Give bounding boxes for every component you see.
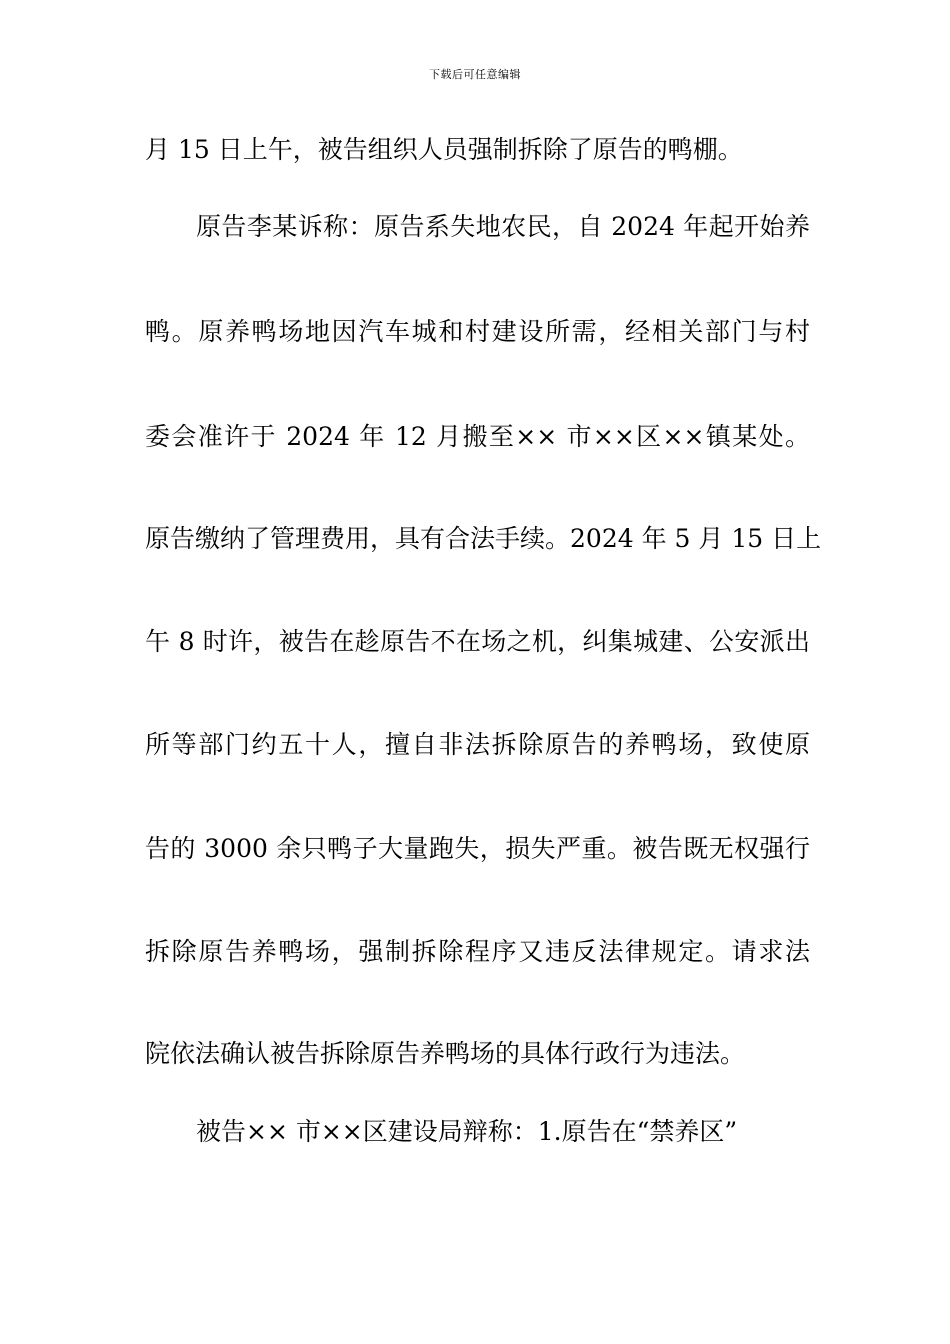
text-line: 所等部门约五十人，擅自非法拆除原告的养鸭场，致使原 bbox=[145, 730, 810, 759]
text-line: 午 8 时许，被告在趁原告不在场之机，纠集城建、公安派出 bbox=[145, 627, 810, 656]
text-line: 被告×× 市××区建设局辩称：1.原告在“禁养区” bbox=[196, 1117, 738, 1146]
text-line: 鸭。原养鸭场地因汽车城和村建设所需，经相关部门与村 bbox=[145, 317, 810, 346]
text-line: 院依法确认被告拆除原告养鸭场的具体行政行为违法。 bbox=[145, 1039, 746, 1068]
text-line: 原告李某诉称：原告系失地农民，自 2024 年起开始养 bbox=[196, 212, 810, 241]
page-header: 下载后可任意编辑 bbox=[429, 68, 521, 81]
text-line: 原告缴纳了管理费用，具有合法手续。2024 年 5 月 15 日上 bbox=[145, 524, 822, 553]
text-line: 拆除原告养鸭场，强制拆除程序又违反法律规定。请求法 bbox=[145, 937, 810, 966]
text-line: 月 15 日上午，被告组织人员强制拆除了原告的鸭棚。 bbox=[145, 135, 743, 164]
text-line: 告的 3000 余只鸭子大量跑失，损失严重。被告既无权强行 bbox=[145, 834, 810, 863]
text-line: 委会准许于 2024 年 12 月搬至×× 市××区××镇某处。 bbox=[145, 422, 810, 451]
